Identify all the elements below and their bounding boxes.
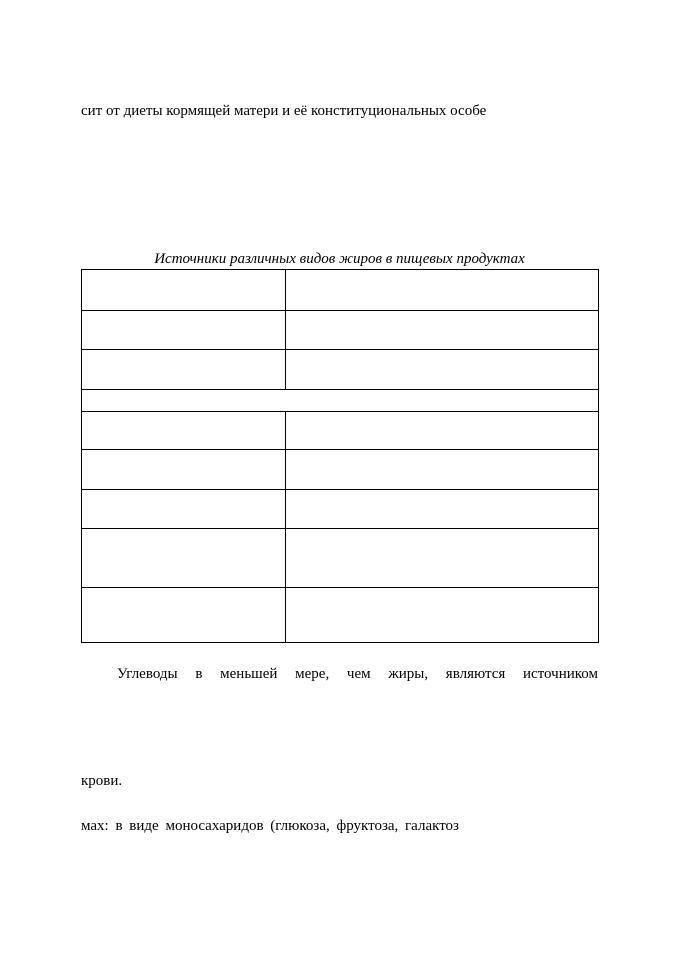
table-cell: [286, 412, 599, 450]
body-text-line: крови.: [81, 773, 123, 789]
table-cell: [82, 529, 286, 588]
table-cell: [82, 490, 286, 529]
body-paragraph: Углеводы в меньшей мере, чем жиры, являются источником: [117, 666, 598, 682]
table-row: [82, 311, 599, 350]
fat-sources-table: [81, 269, 599, 643]
table-cell: [82, 588, 286, 643]
table-row: [82, 350, 599, 390]
table-row: [82, 490, 599, 529]
table-cell: [82, 350, 286, 390]
table-cell: [286, 588, 599, 643]
table-cell: [286, 490, 599, 529]
table-cell: [286, 270, 599, 311]
table-row-merged: [82, 390, 599, 412]
table-cell: [82, 450, 286, 490]
table-cell: [82, 311, 286, 350]
table-cell: [82, 270, 286, 311]
table-row: [82, 529, 599, 588]
table-row: [82, 270, 599, 311]
table-cell: [286, 350, 599, 390]
table-cell: [286, 311, 599, 350]
body-text-line: сит от диеты кормящей матери и её конституциональных особе: [81, 103, 487, 119]
table-cell: [286, 450, 599, 490]
table-row: [82, 450, 599, 490]
table-cell-merged: [82, 390, 599, 412]
table-cell: [286, 529, 599, 588]
table-cell: [82, 412, 286, 450]
body-text-line: мах: в виде моносахаридов (глюкоза, фруктоза, галактоз: [81, 818, 459, 834]
table-row: [82, 588, 599, 643]
table-row: [82, 412, 599, 450]
table-caption: Источники различных видов жиров в пищевых продуктах: [154, 251, 525, 267]
